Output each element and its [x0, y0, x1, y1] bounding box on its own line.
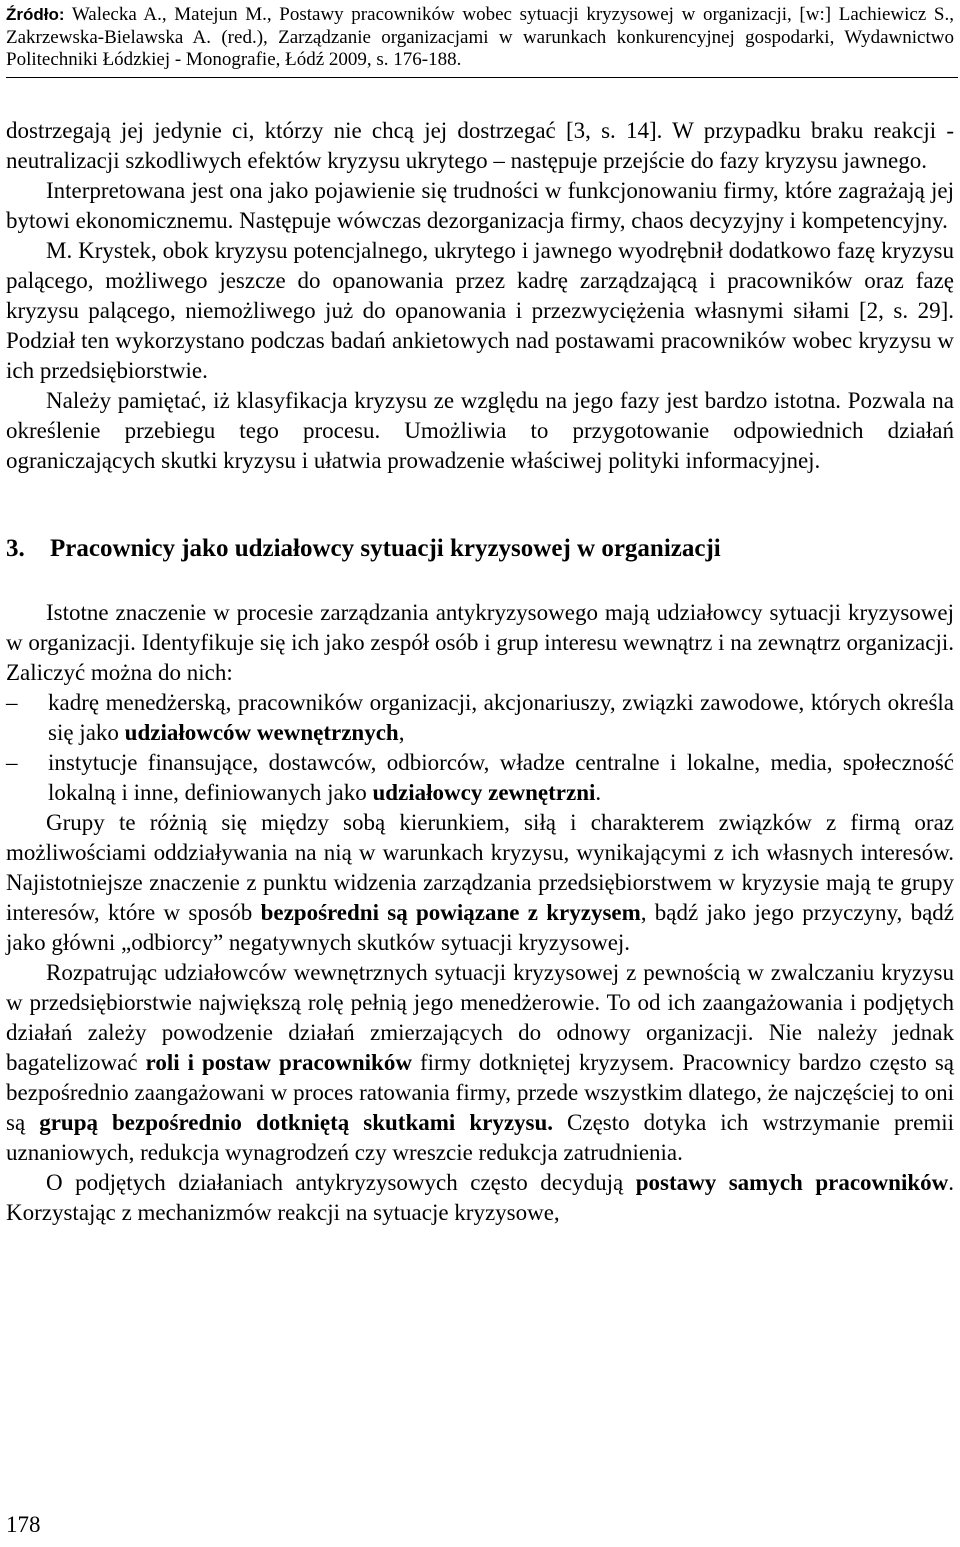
- paragraph-8: O podjętych działaniach antykryzysowych często decydują postawy samych pracowników. Korzystając z mechanizmów reakcji na sytuacje kryzysowe,: [6, 1169, 954, 1225]
- source-text: Walecka A., Matejun M., Postawy pracowników wobec sytuacji kryzysowej w organizacji, [w:] Lachiewicz S., Zakrzewska-Bielawska A. (red.), Zarządzanie organizacjami w warunkach konkurencyjnej gospodarki, Wydawnictwo Politechniki Łódzkiej - Monografie, Łódź 2009, s. 176-188.: [6, 4, 954, 70]
- source-citation: [6, 4, 954, 72]
- list-item: – kadrę menedżerską, pracowników organizacji, akcjonariuszy, związki zawodowe, których określa się jako udziałowców wewnętrznych,: [6, 689, 954, 745]
- page-number: 178: [6, 1512, 41, 1537]
- source-label: Źródło:: [6, 5, 65, 24]
- paragraph-5: Istotne znaczenie w procesie zarządzania antykryzysowego mają udziałowcy sytuacji kryzysowej w organizacji. Identyfikuje się ich jako zespół osób i grup interesu wewnątrz i na zewnątrz organizacji. Zaliczyć można do nich:: [6, 599, 954, 685]
- paragraph-3: M. Krystek, obok kryzysu potencjalnego, ukrytego i jawnego wyodrębnił dodatkowo fazę kryzysu palącego, możliwego jeszcze do opanowania przez kadrę zarządzającą i pracowników oraz fazę kryzysu palącego, niemożliwego już do opanowania i przezwyciężenia własnymi siłami [2, s. 29]. Podział ten wykorzystano podczas badań ankietowych nad postawami pracowników wobec kryzysu w ich przedsiębiorstwie.: [6, 237, 954, 383]
- list-item: – instytucje finansujące, dostawców, odbiorców, władze centralne i lokalne, media, społeczność lokalną i inne, definiowanych jako udziałowcy zewnętrzni.: [6, 749, 954, 805]
- paragraph-4: Należy pamiętać, iż klasyfikacja kryzysu ze względu na jego fazy jest bardzo istotna. Pozwala na określenie przebiegu tego procesu. Umożliwia to przygotowanie odpowiednich działań ograniczających skutki kryzysu i ułatwia prowadzenie właściwej polityki informacyjnej.: [6, 387, 954, 473]
- paragraph-1: dostrzegają jej jedynie ci, którzy nie chcą jej dostrzegać [3, s. 14]. W przypadku braku reakcji - neutralizacji szkodliwych efektów kryzysu ukrytego – następuje przejście do fazy kryzysu jawnego.: [6, 117, 954, 173]
- dash-bullet: –: [6, 689, 18, 715]
- section-heading: [6, 534, 954, 564]
- footnote-rule: [6, 77, 958, 78]
- paragraph-7: Rozpatrując udziałowców wewnętrznych sytuacji kryzysowej z pewnością w zwalczaniu kryzysu w przedsiębiorstwie największą rolę pełnią jego menedżerowie. To od ich zaangażowania i podjętych działań zależy powodzenie działań zmierzających do odnowy organizacji. Nie należy jednak bagatelizować roli i postaw pracowników firmy dotkniętej kryzysem. Pracownicy bardzo często są bezpośrednio zaangażowani w proces ratowania firmy, przede wszystkim dlatego, że najczęściej to oni są grupą bezpośrednio dotkniętą skutkami kryzysu. Często dotyka ich wstrzymanie premii uznaniowych, redukcja wynagrodzeń czy wreszcie redukcja zatrudnienia.: [6, 959, 954, 1165]
- paragraph-2: Interpretowana jest ona jako pojawienie się trudności w funkcjonowaniu firmy, które zagrażają jej bytowi ekonomicznemu. Następuje wówczas dezorganizacja firmy, chaos decyzyjny i kompetencyjny.: [6, 177, 954, 233]
- section-title: Pracownicy jako udziałowcy sytuacji kryzysowej w organizacji: [50, 534, 721, 562]
- dash-bullet: –: [6, 749, 18, 775]
- document-page: [6, 0, 954, 1228]
- stakeholder-list: [6, 688, 954, 808]
- section-number: 3.: [6, 534, 25, 562]
- paragraph-6: Grupy te różnią się między sobą kierunkiem, siłą i charakterem związków z firmą oraz możliwościami oddziaływania na nią w warunkach kryzysu, wynikającymi z ich własnych interesów. Najistotniejsze znaczenie z punktu widzenia zarządzania przedsiębiorstwem w kryzysie mają te grupy interesów, które w sposób bezpośredni są powiązane z kryzysem, bądź jako jego przyczyny, bądź jako główni „odbiorcy” negatywnych skutków sytuacji kryzysowej.: [6, 809, 954, 955]
